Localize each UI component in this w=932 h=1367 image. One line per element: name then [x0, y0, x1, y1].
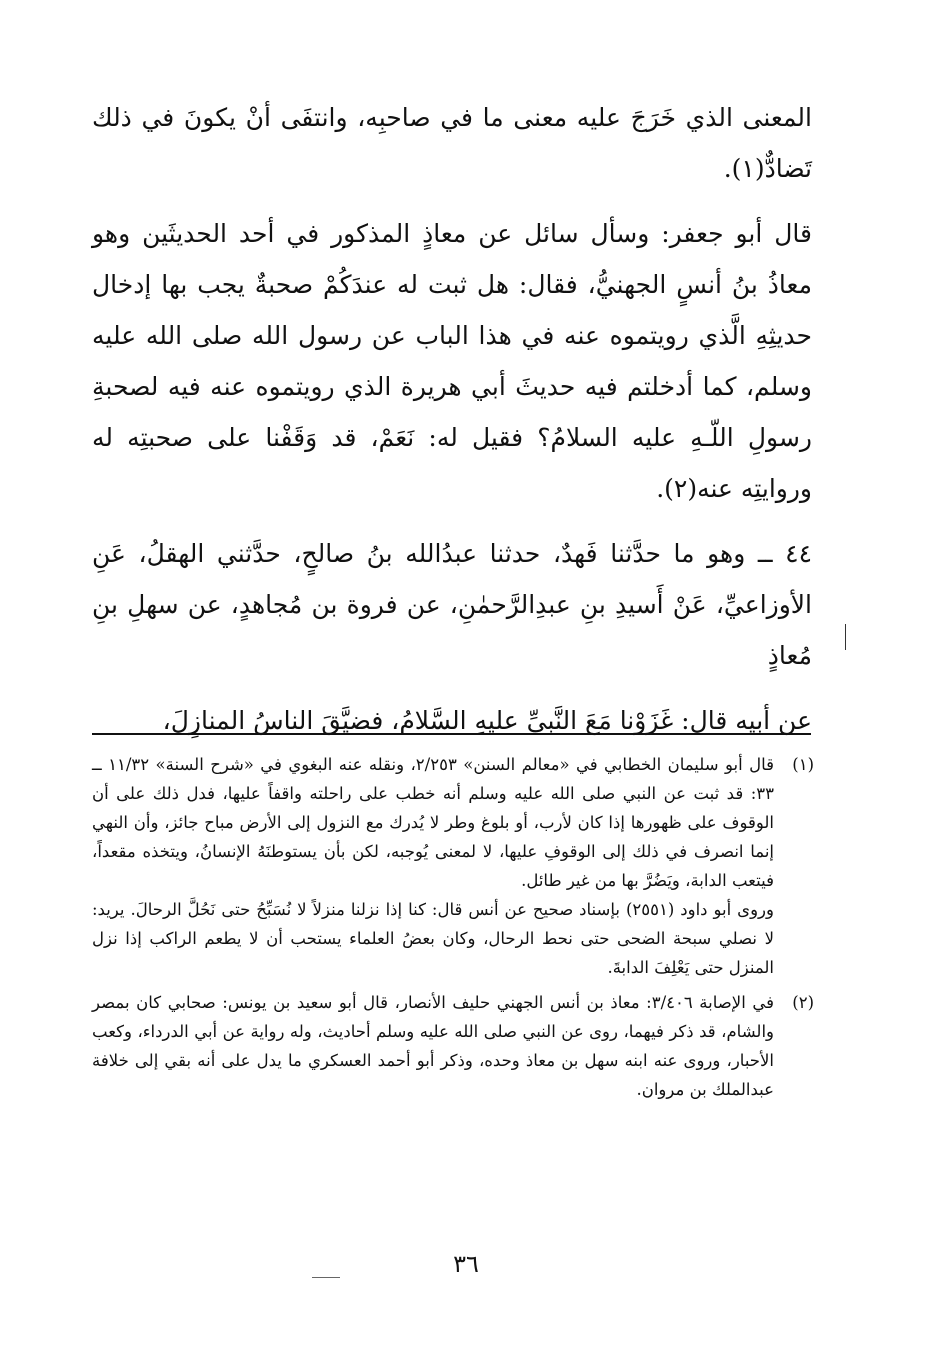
- footnote-body: [92, 750, 774, 982]
- footnote-1: [92, 750, 814, 982]
- footnote-number: (١): [792, 755, 814, 774]
- paragraph-hadith-text: عن أبيه قال: غَزَوْنا مَعَ النَّبيِّ عليهِ السَّلامُ، فضيَّقَ الناسُ المنازِلَ،: [162, 706, 812, 735]
- paragraph-question: قال أبو جعفر: وسأل سائل عن معاذٍ المذكور في أحد الحديثَين وهو معاذُ بنُ أنسٍ الجهنيُّ، فقال: هل ثبت له عندَكُمْ صحبةٌ يجب بها إدخال حديثِهِ الَّذي رويتموه عنه في هذا الباب عن رسول الله صلى الله عليه وسلم، كما أدخلتم فيه حديثَ أبي هريرة الذي رويتموه عنه فيه لصحبةِ رسولِ اللّـهِ عليه السلامُ؟ فقيل له: نَعَمْ، قد وَقَفْنا على صحبتِه له وروايتِه عنه(٢).: [92, 219, 812, 503]
- page-number: ٣٦: [453, 1250, 479, 1278]
- main-text: [92, 92, 812, 746]
- paragraph-continuation: المعنى الذي خَرَجَ عليه معنى ما في صاحبِه، وانتفَى أنْ يكونَ في ذلك تَضادٌّ(١).: [92, 103, 812, 183]
- footnote-paragraph: وروى أبو داود (٢٥٥١) بإسناد صحيح عن أنس قال: كنا إذا نزلنا منزلاً لا نُسَبِّحُ حتى نَحُلَّ الرحالَ. يريد: لا نصلي سبحة الضحى حتى نحط الرحال، وكان بعضُ العلماء يستحب أن لا يطعم الراكب إذا نزل المنزل حتى يَعْلِفَ الدابةَ.: [92, 900, 774, 977]
- footnotes: [92, 750, 814, 1104]
- footnote-2: [92, 988, 814, 1104]
- margin-mark: [845, 624, 846, 650]
- footnote-separator: [92, 733, 811, 735]
- footnote-number: (٢): [792, 993, 814, 1012]
- footnote-body: [92, 988, 774, 1104]
- paragraph-hadith-chain: ٤٤ ــ وهو ما حدَّثنا فَهدٌ، حدثنا عبدُالله بنُ صالحٍ، حدَّثني الهقلُ، عَنِ الأوزاعيِّ، عَنْ أَسيدِ بنِ عبدِالرَّحمٰنِ، عن فروة بن مُجاهدٍ، عن سهلِ بنِ مُعاذٍ: [92, 539, 812, 670]
- footnote-paragraph: قال أبو سليمان الخطابي في «معالم السنن» ٢/٢٥٣، ونقله عنه البغوي في «شرح السنة» ١١/٣٢ ــ ٣٣: قد ثبت عن النبي صلى الله عليه وسلم أنه خطب على راحلته واقفاً عليها، فدل ذلك على أن الوقوف على ظهورها إذا كان لأرب، أو بلوغ وطر لا يُدرك مع النزول إلى الأرض مباح جائز، وأن النهي إنما انصرف في ذلك إلى الوقوفِ عليها، لا لمعنى يُوجبه، لكن بأن يستوطنَهُ الإنسانُ، ويتخذه مقعداً، فيتعب الدابة، ويَضُرَّ بها من غير طائل.: [92, 755, 774, 890]
- footnote-paragraph: في الإصابة ٣/٤٠٦: معاذ بن أنس الجهني حليف الأنصار، قال أبو سعيد بن يونس: صحابي كان بمصر والشام، قد ذكر فيهما، روى عن النبي صلى الله عليه وسلم أحاديث، وله رواية عن أبي الدرداء، وكعب الأحبار، وروى عنه ابنه سهل بن معاذ وحده، وذكر أبو أحمد العسكري ما يدل على أنه بقي إلى خلافة عبدالملك بن مروان.: [92, 993, 774, 1099]
- footer-smudge: [312, 1277, 340, 1278]
